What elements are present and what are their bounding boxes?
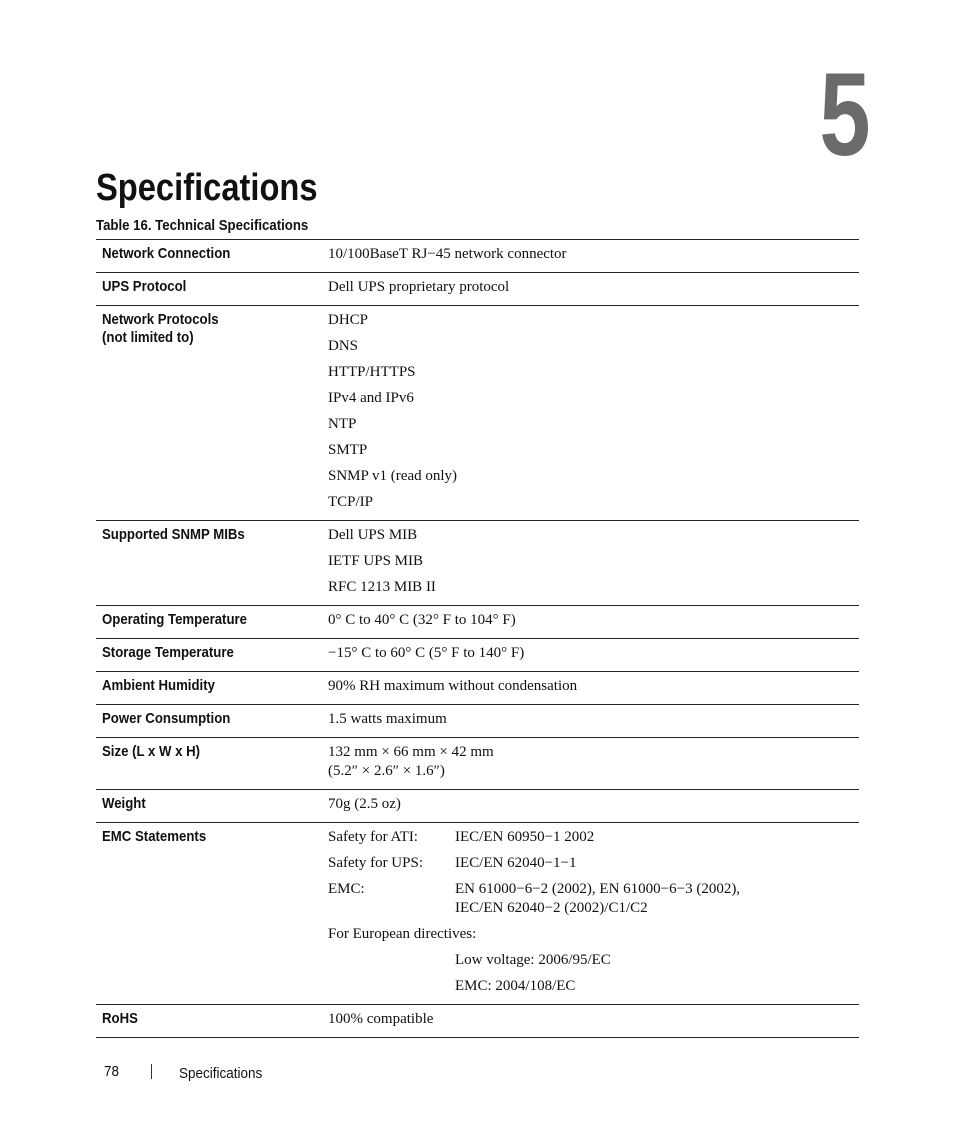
emc-statements-grid: [328, 828, 859, 996]
emc-spacer: [328, 977, 455, 996]
emc-key-emc: EMC:: [328, 881, 365, 897]
row-label: [96, 306, 328, 521]
footer-section-title: Specifications: [179, 1065, 263, 1082]
row-value-line: DNS: [328, 338, 359, 354]
row-label-text: Power Consumption: [102, 710, 231, 727]
row-label: [96, 240, 328, 273]
table-row: [96, 273, 859, 306]
table-row: [96, 672, 859, 705]
specifications-table: [96, 239, 859, 1038]
table-row-emc-statements: [96, 823, 859, 1005]
table-row: [96, 790, 859, 823]
row-value: [328, 273, 859, 306]
row-value-line: IETF UPS MIB: [328, 553, 424, 569]
row-label: [96, 823, 328, 1005]
row-value: [328, 521, 859, 606]
row-value: [328, 705, 859, 738]
emc-key-safety-ups: Safety for UPS:: [328, 855, 423, 871]
row-value-line: 100% compatible: [328, 1011, 434, 1027]
row-value-line: Dell UPS MIB: [328, 527, 418, 543]
table-row: [96, 240, 859, 273]
table-caption: Table 16. Technical Specifications: [96, 217, 309, 234]
row-label: [96, 738, 328, 790]
emc-value-emc: [455, 880, 859, 918]
emc-value-safety-ups: IEC/EN 62040−1−1: [455, 855, 577, 871]
row-label: [96, 705, 328, 738]
row-label: [96, 606, 328, 639]
emc-value-safety-ati: IEC/EN 60950−1 2002: [455, 829, 595, 845]
row-value-line: Dell UPS proprietary protocol: [328, 279, 510, 295]
specifications-table-body: [96, 240, 859, 1038]
row-value-line: HTTP/HTTPS: [328, 364, 416, 380]
row-value: [328, 306, 859, 521]
row-label-text: Weight: [102, 795, 146, 812]
table-row: [96, 306, 859, 521]
emc-key-safety-ati: Safety for ATI:: [328, 829, 418, 845]
table-row: [96, 521, 859, 606]
row-value-line: NTP: [328, 416, 357, 432]
row-value-line: SMTP: [328, 442, 368, 458]
emc-value-emc-line1: EN 61000−6−2 (2002), EN 61000−6−3 (2002),: [455, 881, 741, 897]
row-value-line: 90% RH maximum without condensation: [328, 678, 578, 694]
emc-directive: EMC: 2004/108/EC: [455, 978, 576, 994]
row-label-text: UPS Protocol: [102, 278, 187, 295]
row-value-line: DHCP: [328, 312, 369, 328]
row-value-line: SNMP v1 (read only): [328, 468, 458, 484]
row-label-text: Network Connection: [102, 245, 231, 262]
table-row: [96, 705, 859, 738]
row-label-text: Operating Temperature: [102, 611, 247, 628]
row-value-line: 1.5 watts maximum: [328, 711, 447, 727]
row-value-line: 132 mm × 66 mm × 42 mm: [328, 744, 494, 760]
emc-low-voltage: Low voltage: 2006/95/EC: [455, 952, 611, 968]
row-value: [328, 823, 859, 1005]
row-label: [96, 521, 328, 606]
row-value-line: 0° C to 40° C (32° F to 104° F): [328, 612, 516, 628]
row-label-text: Storage Temperature: [102, 644, 234, 661]
row-label: [96, 790, 328, 823]
row-label-text: RoHS: [102, 1010, 138, 1027]
row-value-line: IPv4 and IPv6: [328, 390, 414, 406]
row-value: [328, 738, 859, 790]
row-value-line: TCP/IP: [328, 494, 374, 510]
row-label: [96, 672, 328, 705]
table-row: [96, 738, 859, 790]
row-value-line: 70g (2.5 oz): [328, 796, 401, 812]
row-label: [96, 639, 328, 672]
chapter-number: 5: [819, 49, 871, 181]
row-value: [328, 1005, 859, 1038]
row-value-line: 10/100BaseT RJ−45 network connector: [328, 246, 567, 262]
row-value-line: −15° C to 60° C (5° F to 140° F): [328, 645, 525, 661]
row-value: [328, 639, 859, 672]
row-label: [96, 1005, 328, 1038]
emc-spacer: [328, 951, 455, 970]
row-value: [328, 606, 859, 639]
page-number: 78: [104, 1063, 120, 1080]
table-row: [96, 639, 859, 672]
row-label-text: Supported SNMP MIBs: [102, 526, 245, 543]
page-title: Specifications: [96, 167, 318, 209]
row-label-text: Ambient Humidity: [102, 677, 215, 694]
row-value: [328, 790, 859, 823]
footer-divider: [151, 1064, 152, 1079]
row-label-text: EMC Statements: [102, 828, 207, 845]
table-row: [96, 606, 859, 639]
row-label: [96, 273, 328, 306]
row-value-line: (5.2″ × 2.6″ × 1.6″): [328, 763, 445, 779]
row-value-line: RFC 1213 MIB II: [328, 579, 436, 595]
row-label-text: Network Protocols: [102, 311, 219, 328]
table-row-rohs: [96, 1005, 859, 1038]
row-label-text: Size (L x W x H): [102, 743, 201, 760]
emc-european-directives: For European directives:: [328, 926, 477, 942]
row-value: [328, 240, 859, 273]
emc-value-emc-line2: IEC/EN 62040−2 (2002)/C1/C2: [455, 900, 648, 916]
row-value: [328, 672, 859, 705]
row-label-text: (not limited to): [102, 329, 194, 346]
